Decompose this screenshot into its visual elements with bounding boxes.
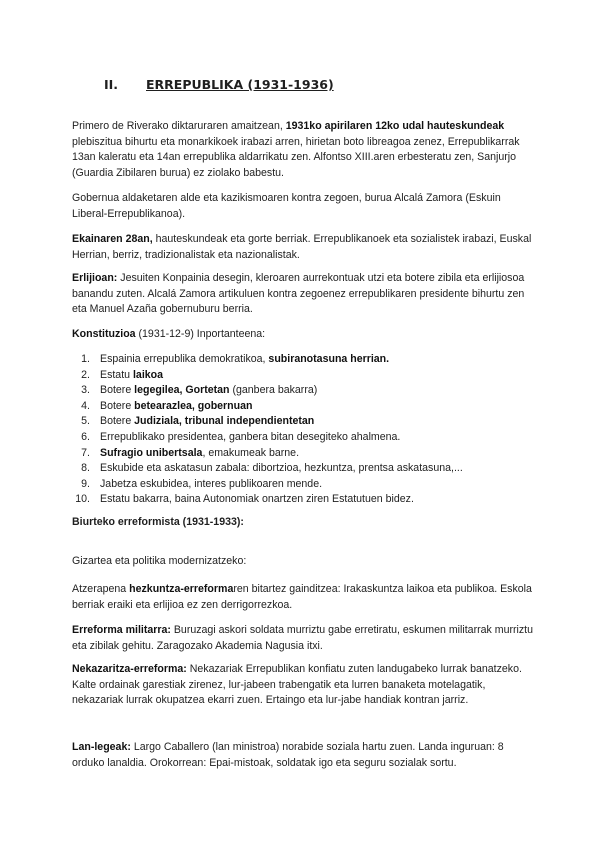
section-title <box>104 77 334 93</box>
list-number: 1. <box>81 353 90 365</box>
subheading-biurteko: Biurteko erreformista (1931-1933): <box>72 516 244 528</box>
bold-run: hezkuntza-erreforma <box>129 583 234 595</box>
list-number: 5. <box>81 415 90 428</box>
paragraph-intro <box>72 119 534 181</box>
list-number: 6. <box>81 430 90 443</box>
text-run: (1931-12-9) Inportanteena: <box>135 328 266 340</box>
bold-run: Erreforma militarra: <box>72 624 171 636</box>
list-number: 4. <box>81 399 90 412</box>
list-number: 2. <box>81 368 90 381</box>
list-number: 3. <box>81 384 90 397</box>
text-run: Botere <box>100 384 135 397</box>
bold-run: Judiziala, tribunal independientetan <box>134 415 315 428</box>
text-run: Espainia errepublika demokratikoa, <box>100 353 269 365</box>
list-item <box>72 492 532 508</box>
paragraph-lan-legeak <box>72 740 534 771</box>
list-item <box>72 477 532 493</box>
list-number: 10. <box>75 493 90 506</box>
text-run: plebiszitua bihurtu eta monarkikoek irabazi arren, hirietan boto libreagoa zenez, Errepublikarrak 13an kaleratu eta 14an errepublika aldarrikatu zen. Alfontso XIII.aren erbesteratu zen, Sanjurjo (Guardia Zibilaren burua) ez ziolako babestu. <box>72 135 520 179</box>
list-number: 7. <box>81 446 90 459</box>
constitution-list <box>72 352 532 508</box>
text-run: (ganbera bakarra) <box>229 384 318 397</box>
bold-run: Erlijioan: <box>72 272 118 284</box>
text-run: Largo Caballero (lan ministroa) norabide soziala hartu zuen. Landa inguruan: 8 orduko lanaldia. Orokorrean: Epai-mistoak, soldatak igo eta seguru sozialak sortu. <box>72 741 504 769</box>
paragraph-ekainaren <box>72 232 534 263</box>
bold-run: Nekazaritza-erreforma: <box>72 663 187 675</box>
text-run: Estatu bakarra, baina Autonomiak onartzen ziren Estatutuen bidez. <box>100 493 414 506</box>
bold-run: Lan-legeak: <box>72 741 131 753</box>
text-run: hauteskundeak eta gorte berriak. Errepublikanoek eta sozialistek irabazi, Euskal Herrian, berriz, tradizionalistak eta nazionalistak. <box>72 233 532 261</box>
text-run: Botere <box>100 399 135 412</box>
section-title-text: ERREPUBLIKA (1931-1936) <box>146 77 334 92</box>
paragraph-konstituzioa <box>72 327 534 343</box>
section-number: II. <box>104 77 119 92</box>
bold-run: Ekainaren 28an, <box>72 233 153 245</box>
text-run: Jesuiten Konpainia desegin, kleroaren aurrekontuak utzi eta botere zibila eta erlijiosoa banandu zuten. Alcalá Zamora artikuluen kontra zegoenez errepublikaren presidente bihurtu zen eta Manuel Azaña gobernuburu berria. <box>72 272 525 315</box>
text-run: Errepublikako presidentea, ganbera bitan desegiteko ahalmena. <box>100 430 401 443</box>
bold-run: betearazlea, gobernuan <box>134 399 253 412</box>
text-run: ren bitartez gainditzea: Irakaskuntza laikoa eta publikoa. Eskola berriak eraiki eta erlijioa ez zen derrigorrezkoa. <box>72 583 532 611</box>
paragraph-militarra <box>72 623 534 654</box>
paragraph-gobernua: Gobernua aldaketaren alde eta kazikismoaren kontra zegoen, burua Alcalá Zamora (Eskuin Liberal-Errepublikanoa). <box>72 192 501 220</box>
bold-run: laikoa <box>132 368 164 381</box>
bold-run: legegilea, Gortetan <box>134 384 230 397</box>
list-item <box>72 399 532 415</box>
bold-run: Sufragio unibertsala <box>100 446 203 459</box>
list-item <box>72 368 532 384</box>
paragraph-gizartea: Gizartea eta politika modernizatzeko: <box>72 555 247 567</box>
list-item <box>72 383 532 399</box>
list-number: 8. <box>81 462 90 475</box>
text-run: Eskubide eta askatasun zabala: dibortzioa, hezkuntza, prentsa askatasuna,... <box>100 462 463 475</box>
list-item <box>72 352 532 368</box>
paragraph-nekazaritza <box>72 662 534 709</box>
text-run: Primero de Riverako diktaruraren amaitzean, <box>72 120 286 132</box>
bold-run: Konstituzioa <box>72 328 136 340</box>
list-item <box>72 430 532 446</box>
paragraph-hezkuntza <box>72 582 534 613</box>
text-run: Jabetza eskubidea, interes publikoaren mende. <box>100 477 323 490</box>
text-run: Nekazariak Errepublikan konfiatu zuten landugabeko lurrak banatzeko. Kalte ordainak garestiak zirenez, lur-jabeen trabengatik eta lurren banaketa motelagatik, nekazariak lurrak okupatzea ekarri zuen. Ertaingo eta lur-jabe handiak kontran jarriz. <box>72 663 522 706</box>
list-item <box>72 446 532 462</box>
list-item <box>72 461 532 477</box>
text-run: Buruzagi askori soldata murriztu gabe erretiratu, eskumen militarrak murriztu eta zibilak gehitu. Zaragozako Akademia Nagusia itxi. <box>72 624 534 652</box>
list-number: 9. <box>81 477 90 490</box>
text-run: Estatu <box>100 368 133 381</box>
text-run: Botere <box>100 415 135 428</box>
list-item <box>72 414 532 430</box>
bold-run: subiranotasuna herrian. <box>268 353 390 365</box>
paragraph-erlijioan <box>72 271 534 318</box>
bold-run: 1931ko apirilaren 12ko udal hauteskundeak <box>285 120 505 132</box>
text-run: , emakumeak barne. <box>202 446 300 459</box>
text-run: Atzerapena <box>72 583 130 595</box>
